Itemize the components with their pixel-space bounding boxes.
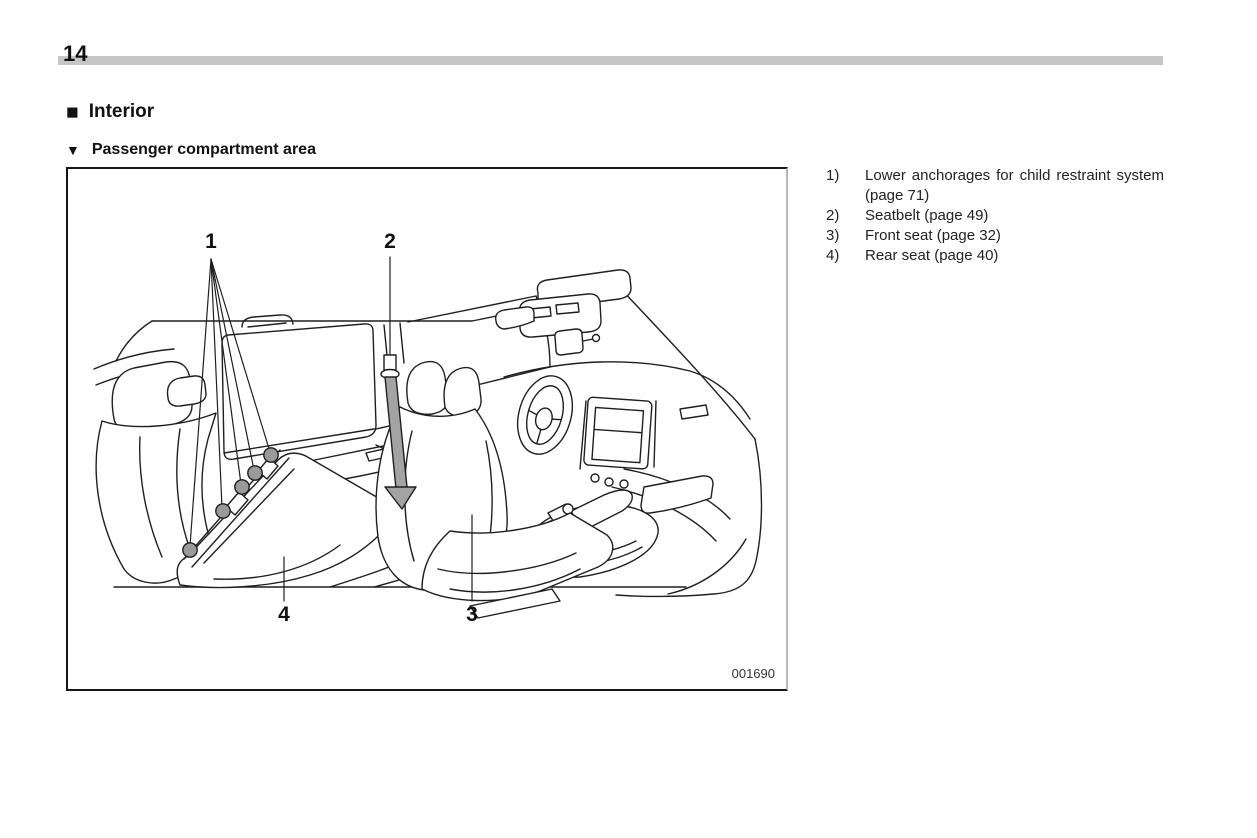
page-number: 14 (63, 41, 88, 66)
anchor-circle-4 (248, 466, 262, 480)
legend-item-number: 1) (826, 167, 840, 184)
grab-handle-base (248, 323, 286, 327)
square-bullet-icon: ■ (66, 100, 79, 124)
anchor-circle-3 (235, 480, 249, 494)
center-screen (584, 397, 653, 469)
figure-code: 001690 (731, 666, 775, 681)
steering-wheel (509, 369, 581, 460)
stack-right-edge (654, 401, 656, 467)
legend-item-number: 3) (826, 227, 840, 244)
callout-2-label: 2 (384, 230, 396, 253)
seatbelt-retractor (384, 355, 396, 370)
b-pillar-line-2 (400, 323, 404, 363)
front-headrest-lobe-1 (407, 362, 448, 415)
dash-vent (680, 405, 708, 419)
triangle-down-icon: ▼ (66, 142, 80, 158)
anchor-circle-5 (264, 448, 278, 462)
callout-1-label: 1 (205, 230, 217, 253)
legend-item-text: Front seat (page 32) (865, 227, 1001, 244)
header-rule (58, 56, 1163, 65)
car-interior-illustration (68, 169, 786, 689)
overhead-area (496, 270, 631, 355)
rear-window (222, 324, 376, 459)
mirror-stalk (583, 339, 593, 341)
door-inner-curve (668, 539, 746, 594)
callout-3-label: 3 (466, 603, 478, 626)
anchor-circle-1 (183, 543, 197, 557)
mirror-mount (593, 335, 600, 342)
legend-item-text: Rear seat (page 40) (865, 247, 999, 264)
door-armrest (641, 476, 713, 513)
section-title: Interior (88, 101, 155, 122)
legend-item-number: 4) (826, 247, 840, 264)
legend-item-text: Lower anchorages for child restraint system (page 71) (865, 167, 1164, 204)
legend-item-number: 2) (826, 207, 840, 224)
stack-knob-2 (605, 478, 613, 486)
legend-item-1 (826, 166, 1164, 206)
legend-item-2 (826, 206, 1164, 226)
callout-4-label: 4 (278, 603, 290, 626)
figure-panel (66, 167, 788, 691)
subsection-title: Passenger compartment area (91, 141, 316, 158)
shifter-knob (563, 504, 573, 514)
legend-item-text: Seatbelt (page 49) (865, 207, 989, 224)
anchor-circle-2 (216, 504, 230, 518)
section-heading (66, 101, 154, 123)
stack-knob-3 (620, 480, 628, 488)
stack-knob-1 (591, 474, 599, 482)
legend-item-4 (826, 246, 1164, 266)
legend-item-3 (826, 226, 1164, 246)
legend (826, 166, 1164, 266)
rearview-mirror (555, 329, 583, 355)
subsection-heading (66, 141, 316, 159)
